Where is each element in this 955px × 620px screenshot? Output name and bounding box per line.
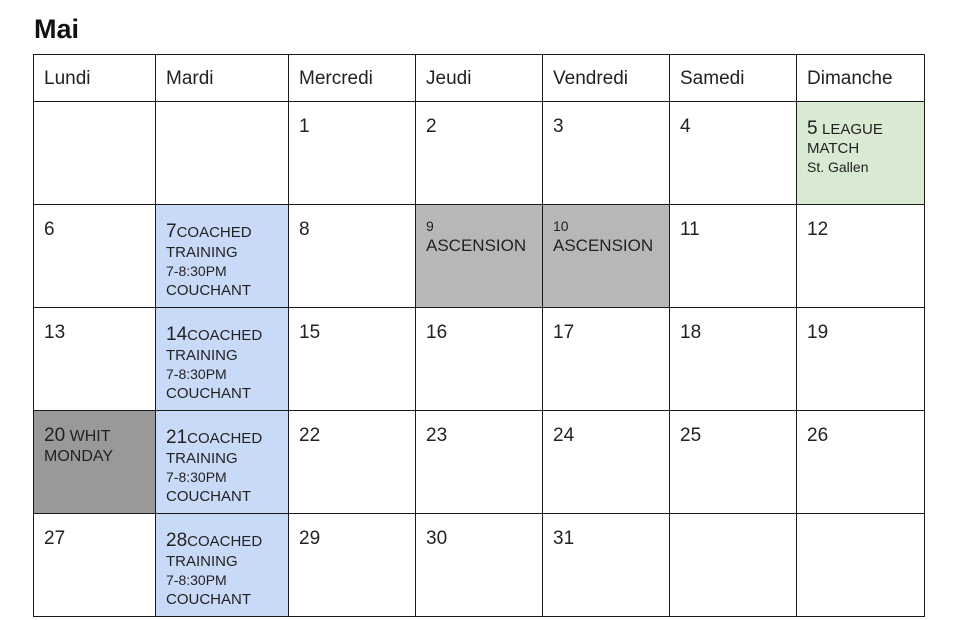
day-number: 17: [553, 322, 575, 343]
day-cell[interactable]: [289, 102, 416, 205]
day-number: 15: [299, 322, 321, 343]
day-number: 27: [44, 528, 66, 549]
day-number: 3: [553, 116, 564, 137]
day-cell-coached-training[interactable]: [156, 205, 289, 308]
day-number: 11: [680, 219, 700, 240]
day-number: 7: [166, 221, 177, 242]
day-cell[interactable]: [670, 205, 797, 308]
event-location: COUCHANT: [166, 385, 251, 402]
weekday-header: Dimanche: [797, 55, 925, 102]
day-number: 2: [426, 116, 437, 137]
day-cell[interactable]: [416, 411, 543, 514]
day-number: 23: [426, 425, 448, 446]
weekday-header: Samedi: [670, 55, 797, 102]
week-row: [34, 514, 925, 617]
day-cell[interactable]: [289, 308, 416, 411]
weekday-header: Vendredi: [543, 55, 670, 102]
day-cell[interactable]: [670, 308, 797, 411]
event-text: ASCENSION: [553, 236, 654, 255]
event-time: 7-8:30PM: [166, 366, 227, 382]
weekday-header-row: [34, 55, 925, 102]
event-time: 7-8:30PM: [166, 572, 227, 588]
day-cell[interactable]: [797, 205, 925, 308]
event-text: COACHED: [176, 224, 252, 241]
day-cell-empty[interactable]: [797, 514, 925, 617]
day-number: 25: [680, 425, 702, 446]
event-location: COUCHANT: [166, 282, 251, 299]
day-cell[interactable]: [289, 205, 416, 308]
calendar-grid: [33, 54, 925, 617]
day-number: 14: [166, 324, 188, 345]
day-cell[interactable]: [543, 514, 670, 617]
month-title: Mai: [34, 14, 80, 44]
event-text: TRAINING: [166, 244, 238, 261]
day-cell[interactable]: [543, 308, 670, 411]
day-number: 13: [44, 322, 66, 343]
week-row: [34, 205, 925, 308]
day-number: 24: [553, 425, 575, 446]
event-text: TRAINING: [166, 347, 238, 364]
day-number: 8: [299, 219, 310, 240]
day-cell-coached-training[interactable]: [156, 411, 289, 514]
day-cell[interactable]: [416, 102, 543, 205]
day-cell[interactable]: [289, 514, 416, 617]
day-number: 1: [299, 116, 310, 137]
day-number: 29: [299, 528, 321, 549]
day-cell[interactable]: [543, 411, 670, 514]
day-cell[interactable]: [797, 308, 925, 411]
day-cell[interactable]: [34, 514, 156, 617]
event-text: LEAGUE: [822, 121, 883, 138]
event-text: COACHED: [187, 327, 263, 344]
event-text: WHIT: [69, 428, 111, 445]
day-number: 16: [426, 322, 448, 343]
week-row: [34, 308, 925, 411]
event-text: COACHED: [187, 533, 263, 550]
day-number: 21: [166, 427, 188, 448]
event-location: COUCHANT: [166, 591, 251, 608]
day-cell[interactable]: [289, 411, 416, 514]
day-cell-whit-monday[interactable]: [34, 411, 156, 514]
day-cell-coached-training[interactable]: [156, 308, 289, 411]
weekday-header: Mardi: [156, 55, 289, 102]
weekday-header: Mercredi: [289, 55, 416, 102]
day-cell-ascension[interactable]: [416, 205, 543, 308]
day-cell[interactable]: [670, 411, 797, 514]
day-number: 9: [426, 218, 434, 234]
week-row: [34, 411, 925, 514]
day-cell-ascension[interactable]: [543, 205, 670, 308]
event-text: COACHED: [187, 430, 263, 447]
day-cell-empty[interactable]: [670, 514, 797, 617]
event-text: TRAINING: [166, 553, 238, 570]
day-number: 30: [426, 528, 448, 549]
event-time: 7-8:30PM: [166, 469, 227, 485]
day-number: 22: [299, 425, 321, 446]
day-number: 19: [807, 322, 829, 343]
weekday-header: Jeudi: [416, 55, 543, 102]
event-location: COUCHANT: [166, 488, 251, 505]
day-number: 18: [680, 322, 702, 343]
day-cell-empty[interactable]: [156, 102, 289, 205]
day-cell[interactable]: [543, 102, 670, 205]
day-cell[interactable]: [416, 308, 543, 411]
day-number: 31: [553, 528, 575, 549]
day-number: 5: [807, 118, 818, 139]
weekday-header: Lundi: [34, 55, 156, 102]
event-text: MONDAY: [44, 448, 114, 465]
day-cell[interactable]: [34, 205, 156, 308]
day-number: 10: [553, 218, 569, 234]
day-number: 12: [807, 219, 829, 240]
day-number: 20: [44, 425, 66, 446]
event-text: MATCH: [807, 140, 860, 157]
day-cell[interactable]: [34, 308, 156, 411]
day-cell-league-match[interactable]: [797, 102, 925, 205]
day-number: 4: [680, 116, 691, 137]
week-row: [34, 102, 925, 205]
day-number: 26: [807, 425, 829, 446]
event-time: 7-8:30PM: [166, 263, 227, 279]
day-number: 6: [44, 219, 55, 240]
day-cell[interactable]: [670, 102, 797, 205]
day-cell-coached-training[interactable]: [156, 514, 289, 617]
day-number: 28: [166, 530, 188, 551]
day-cell[interactable]: [797, 411, 925, 514]
day-cell-empty[interactable]: [34, 102, 156, 205]
event-text: TRAINING: [166, 450, 238, 467]
event-location: St. Gallen: [807, 159, 869, 175]
day-cell[interactable]: [416, 514, 543, 617]
event-text: ASCENSION: [426, 236, 527, 255]
